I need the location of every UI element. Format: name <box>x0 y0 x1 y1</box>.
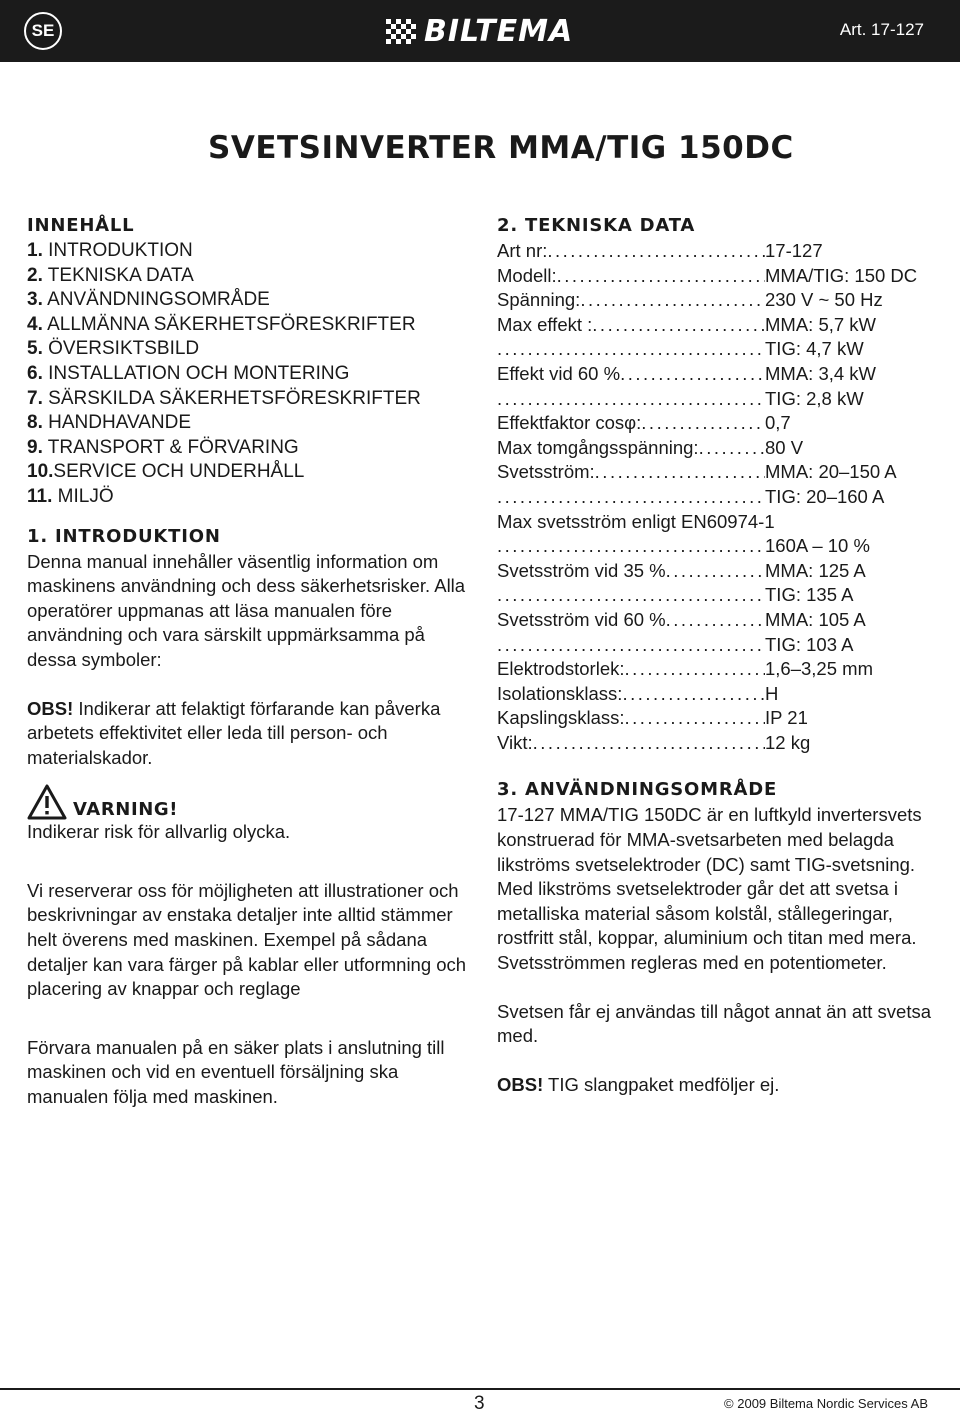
copyright: © 2009 Biltema Nordic Services AB <box>724 1396 928 1411</box>
spec-leader-dots <box>497 485 765 510</box>
intro-paragraph: Denna manual innehåller väsentlig information om maskinens användning och dess säkerhetsrisker. Alla operatörer uppmanas att läsa manualen före användning och vara särskilt uppmärksamma på dessa symboler: <box>27 550 466 670</box>
right-column <box>497 213 937 1097</box>
toc-item[interactable]: 2. TEKNISKA DATA <box>27 264 194 286</box>
spec-leader-dots <box>625 706 765 731</box>
spec-row <box>497 436 937 461</box>
spec-row <box>497 288 937 313</box>
warning-label: VARNING! <box>73 799 179 821</box>
toc-item[interactable]: 4. ALLMÄNNA SÄKERHETSFÖRESKRIFTER <box>27 313 416 335</box>
table-of-contents <box>27 239 467 510</box>
spec-row <box>497 608 937 633</box>
spec-row <box>497 460 937 485</box>
spec-row <box>497 337 937 362</box>
spec-value: 230 V ~ 50 Hz <box>765 289 883 311</box>
footer-divider <box>0 1388 960 1390</box>
spec-label: Effektfaktor cosφ: <box>497 412 642 434</box>
usage-obs-note <box>497 1073 937 1098</box>
spec-leader-dots <box>497 583 765 608</box>
spec-value: H <box>765 682 779 704</box>
disclaimer-paragraph: Vi reserverar oss för möjligheten att illustrationer och beskrivningar av enstaka detaljer inte alltid stämmer helt överens med maskinen. Exempel på sådana detaljer kan vara färger på kablar eller utformning och placering av knappar och reglage <box>27 879 467 1000</box>
spec-row <box>497 706 937 731</box>
spec-value: TIG: 2,8 kW <box>765 387 864 409</box>
spec-leader-dots <box>622 682 765 707</box>
warning-text: Indikerar risk för allvarlig olycka. <box>27 821 291 843</box>
spec-value: MMA: 105 A <box>765 608 866 630</box>
obs-text: TIG slangpaket medföljer ej. <box>543 1073 780 1095</box>
spec-row <box>497 731 937 756</box>
spec-leader-dots <box>497 337 765 362</box>
spec-leader-dots <box>592 313 765 338</box>
header-bar <box>0 0 960 62</box>
brand-logo <box>386 14 573 48</box>
spec-row <box>497 411 937 436</box>
spec-row <box>497 534 937 559</box>
language-badge: SE <box>24 12 62 50</box>
spec-leader-dots <box>641 411 765 436</box>
spec-value: MMA: 3,4 kW <box>765 362 877 384</box>
spec-row <box>497 657 937 682</box>
page-number: 3 <box>474 1393 485 1414</box>
obs-label: OBS! <box>27 697 74 719</box>
toc-item[interactable]: 3. ANVÄNDNINGSOMRÅDE <box>27 289 270 311</box>
spec-label: Kapslingsklass: <box>497 707 625 729</box>
checkered-flag-icon <box>386 17 420 45</box>
spec-value: 1,6–3,25 mm <box>765 658 873 680</box>
spec-value: MMA: 125 A <box>765 559 866 581</box>
spec-value: TIG: 135 A <box>765 584 854 606</box>
spec-leader-dots <box>666 608 765 633</box>
spec-leader-dots <box>497 633 765 658</box>
intro-heading: 1. INTRODUKTION <box>27 525 221 547</box>
spec-label: Svetsström vid 60 % <box>497 608 666 630</box>
page-title: SVETSINVERTER MMA/TIG 150DC <box>208 130 794 166</box>
spec-value: MMA/TIG: 150 DC <box>765 264 918 286</box>
spec-leader-dots <box>620 362 765 387</box>
spec-label: Vikt: <box>497 731 533 753</box>
toc-item[interactable]: 5. ÖVERSIKTSBILD <box>27 338 200 360</box>
spec-leader-dots <box>497 534 765 559</box>
spec-value: 17-127 <box>765 240 823 261</box>
spec-label: Modell: <box>497 264 557 286</box>
spec-label: Svetsström: <box>497 461 595 483</box>
spec-value: 0,7 <box>765 412 791 434</box>
obs-text: Indikerar att felaktigt förfarande kan påverka arbetets effektivitet eller leda till person- och materialskador. <box>27 697 441 768</box>
spec-leader-dots <box>533 731 765 756</box>
toc-item[interactable]: 11. MILJÖ <box>27 485 114 507</box>
spec-leader-dots <box>580 288 765 313</box>
article-number: Art. 17-127 <box>839 20 924 39</box>
spec-leader-dots <box>595 460 765 485</box>
spec-row <box>497 485 937 510</box>
toc-item[interactable]: 10.SERVICE OCH UNDERHÅLL <box>27 461 305 483</box>
spec-row <box>497 510 937 535</box>
warning-row <box>27 780 467 820</box>
obs-note <box>27 697 467 771</box>
usage-paragraph: 17-127 MMA/TIG 150DC är en luftkyld invertersvets konstruerad för MMA-svetsarbeten med belagda likströms svetselektroder (DC) samt TIG-svetsning. Med likströms svetselektroder går det att svetsa i metalliska material såsom kolstål, stållegeringar, rostfritt stål, koppar, aluminium och titan med mera. Svetsströmmen regleras med en potentiometer. <box>497 804 922 974</box>
spec-row <box>497 362 937 387</box>
usage-heading: 3. ANVÄNDNINGSOMRÅDE <box>497 779 778 801</box>
spec-row <box>497 583 937 608</box>
spec-row <box>497 313 937 338</box>
toc-item[interactable]: 7. SÄRSKILDA SÄKERHETSFÖRESKRIFTER <box>27 387 421 409</box>
spec-label: Spänning: <box>497 289 581 311</box>
left-column <box>27 213 467 1110</box>
spec-value: 160A – 10 % <box>765 535 870 557</box>
toc-item[interactable]: 6. INSTALLATION OCH MONTERING <box>27 362 350 384</box>
spec-label: Svetsström vid 35 % <box>497 559 666 581</box>
spec-row <box>497 633 937 658</box>
toc-item[interactable]: 8. HANDHAVANDE <box>27 412 192 434</box>
spec-leader-dots <box>625 657 766 682</box>
tech-heading: 2. TEKNISKA DATA <box>497 215 696 236</box>
spec-list <box>497 239 937 755</box>
toc-item[interactable]: 9. TRANSPORT & FÖRVARING <box>27 436 299 458</box>
spec-row <box>497 239 937 264</box>
usage-restriction: Svetsen får ej användas till något annat än att svetsa med. <box>497 1000 932 1047</box>
spec-leader-dots <box>557 264 765 289</box>
toc-item[interactable]: 1. INTRODUKTION <box>27 240 193 261</box>
spec-value: MMA: 5,7 kW <box>765 313 877 335</box>
spec-label: Effekt vid 60 % <box>497 362 621 384</box>
brand-name: BILTEMA <box>424 13 574 49</box>
spec-label: Max svetsström enligt EN60974-1 <box>497 510 775 532</box>
spec-value: TIG: 4,7 kW <box>765 338 864 360</box>
spec-row <box>497 387 937 412</box>
storage-paragraph: Förvara manualen på en säker plats i anslutning till maskinen och vid en eventuell försäljning ska manualen följa med maskinen. <box>27 1036 445 1108</box>
spec-leader-dots <box>666 559 765 584</box>
spec-leader-dots <box>497 387 765 412</box>
spec-label: Elektrodstorlek: <box>497 658 625 680</box>
spec-leader-dots <box>699 436 765 461</box>
spec-label: Max effekt : <box>497 313 593 335</box>
spec-row <box>497 682 937 707</box>
toc-heading: INNEHÅLL <box>27 215 135 236</box>
spec-label: Art nr: <box>497 240 548 261</box>
spec-value: 12 kg <box>765 731 811 753</box>
spec-value: TIG: 20–160 A <box>765 485 885 507</box>
spec-leader-dots <box>547 239 765 264</box>
spec-value: MMA: 20–150 A <box>765 461 897 483</box>
spec-value: TIG: 103 A <box>765 633 854 655</box>
spec-value: 80 V <box>765 436 804 458</box>
spec-label: Isolationsklass: <box>497 682 623 704</box>
spec-row <box>497 264 937 289</box>
spec-label: Max tomgångsspänning: <box>497 436 699 458</box>
spec-value: IP 21 <box>765 707 808 729</box>
obs-label: OBS! <box>497 1073 544 1095</box>
spec-row <box>497 559 937 584</box>
warning-triangle-icon <box>27 784 67 820</box>
